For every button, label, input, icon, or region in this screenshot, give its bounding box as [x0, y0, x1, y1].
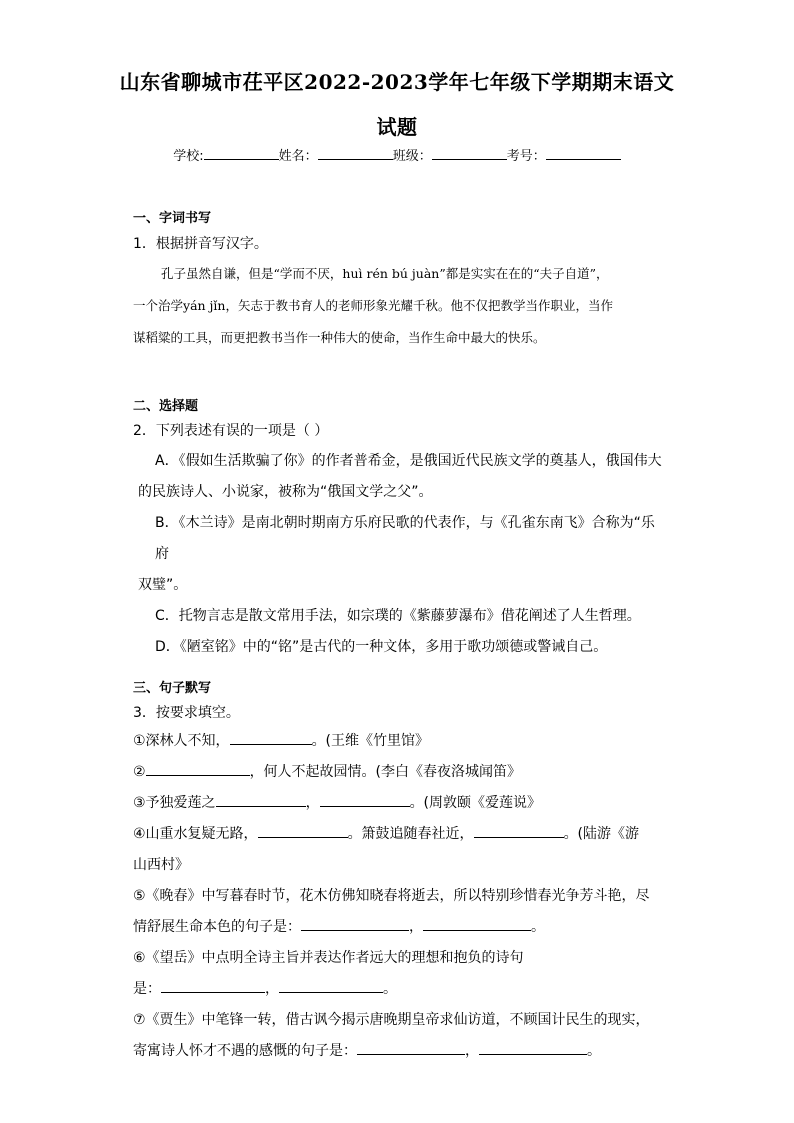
pinyin-2: yán jǐn	[183, 298, 226, 313]
passage-line: 谋稻粱的工具，而更把教书当作一种伟大的使命，当作生命中最大的快乐。	[133, 330, 546, 345]
question-2-options	[138, 446, 665, 663]
answer-blank[interactable]	[320, 792, 410, 807]
exam-no-label: 考号：	[506, 149, 546, 164]
section-heading-3: 三、句子默写	[133, 681, 212, 696]
answer-blank[interactable]	[161, 978, 265, 993]
item-text: ，	[265, 981, 279, 997]
student-info-row	[0, 145, 794, 164]
item-text: 。(陆游《游	[563, 826, 640, 842]
fill-item-6-cont	[133, 974, 668, 1005]
fill-item-2	[133, 757, 668, 788]
answer-blank[interactable]	[146, 761, 250, 776]
answer-blank[interactable]	[357, 1040, 465, 1055]
answer-blank[interactable]	[258, 823, 348, 838]
answer-blank[interactable]	[216, 792, 306, 807]
passage-line	[133, 258, 663, 290]
option-c[interactable]: C．托物言志是散文常用手法，如宗璞的《紫藤萝瀑布》借花阐述了人生哲理。	[155, 608, 641, 624]
passage-text: ”都是实实在在的“夫子自道”，	[439, 266, 609, 281]
item-text: 是：	[133, 981, 161, 997]
question-3-items	[133, 726, 668, 1067]
option-a-cont: 的民族诗人、小说家，被称为“俄国文学之父”。	[138, 484, 433, 500]
fill-item-3	[133, 788, 668, 819]
option-b[interactable]: B．《木兰诗》是南北朝时期南方乐府民歌的代表作，与《孔雀东南飞》合称为“乐府	[155, 515, 655, 562]
passage-text: ，矢志于教书育人的老师形象光耀千秋。他不仅把教学当作职业，当作	[225, 298, 613, 313]
item-text: ②	[133, 764, 146, 780]
item-text: 。箫鼓追随春社近，	[347, 826, 474, 842]
passage-text: 孔子虽然自谦，但是“学而不厌，	[161, 266, 343, 281]
fill-item-7-cont	[133, 1036, 668, 1067]
class-blank[interactable]	[432, 145, 507, 160]
passage-line	[133, 290, 663, 322]
question-1-stem: 1．根据拼音写汉字。	[133, 236, 268, 252]
class-label: 班级：	[392, 149, 432, 164]
fill-item-7: ⑦《贾生》中笔锋一转，借古讽今揭示唐晚期皇帝求仙访道，不顾国计民生的现实，	[133, 1012, 650, 1028]
name-label: 姓名：	[278, 149, 318, 164]
page-title-line2: 试题	[376, 115, 418, 139]
fill-item-4-cont: 山西村》	[133, 857, 189, 873]
item-text: 。	[531, 919, 545, 935]
item-text: ，	[409, 919, 423, 935]
answer-blank[interactable]	[474, 823, 564, 838]
section-heading-1: 一、字词书写	[133, 211, 212, 226]
item-text: 。	[587, 1043, 601, 1059]
fill-item-5: ⑤《晚春》中写暮春时节，花木仿佛知晓春将逝去，所以特别珍惜春光争芳斗艳，尽	[133, 888, 650, 904]
item-text: ①深林人不知，	[133, 733, 230, 749]
answer-blank[interactable]	[301, 916, 409, 931]
option-a[interactable]: A．《假如生活欺骗了你》的作者普希金，是俄国近代民族文学的奠基人，俄国伟大	[155, 453, 662, 469]
answer-blank[interactable]	[423, 916, 531, 931]
section-heading-2: 二、选择题	[133, 399, 199, 414]
question-1-passage	[133, 258, 663, 354]
question-3-stem: 3．按要求填空。	[133, 705, 240, 721]
item-text: 情舒展生命本色的句子是：	[133, 919, 301, 935]
exam-no-blank[interactable]	[546, 145, 621, 160]
item-text: 。	[383, 981, 397, 997]
fill-item-6: ⑥《望岳》中点明全诗主旨并表达作者远大的理想和抱负的诗句	[133, 950, 524, 966]
item-text: ，	[465, 1043, 479, 1059]
passage-text: 一个治学	[133, 298, 184, 313]
item-text: ，	[305, 795, 320, 811]
item-text: 。(周敦颐《爱莲说》	[409, 795, 542, 811]
item-text: ，何人不起故园情。(李白《春夜洛城闻笛》	[249, 764, 522, 780]
fill-item-1	[133, 726, 668, 757]
answer-blank[interactable]	[230, 730, 312, 745]
item-text: ④山重水复疑无路，	[133, 826, 258, 842]
item-text: 寄寓诗人怀才不遇的感慨的句子是：	[133, 1043, 357, 1059]
school-label: 学校:	[173, 149, 204, 164]
item-text: ③予独爱莲之	[133, 795, 216, 811]
answer-blank[interactable]	[479, 1040, 587, 1055]
item-text: 。(王维《竹里馆》	[311, 733, 430, 749]
answer-blank[interactable]	[279, 978, 383, 993]
school-blank[interactable]	[204, 145, 279, 160]
pinyin-1: huì rén bú juàn	[342, 266, 440, 281]
fill-item-5-cont	[133, 912, 668, 943]
option-b-cont: 双璧”。	[138, 577, 188, 593]
page-title: 山东省聊城市茌平区2022-2023学年七年级下学期期末语文	[119, 70, 675, 94]
fill-item-4	[133, 819, 668, 850]
option-d[interactable]: D．《陋室铭》中的“铭”是古代的一种文体，多用于歌功颂德或警诫自己。	[155, 639, 608, 655]
name-blank[interactable]	[318, 145, 393, 160]
question-2-stem: 2．下列表述有误的一项是（ ）	[133, 423, 329, 439]
